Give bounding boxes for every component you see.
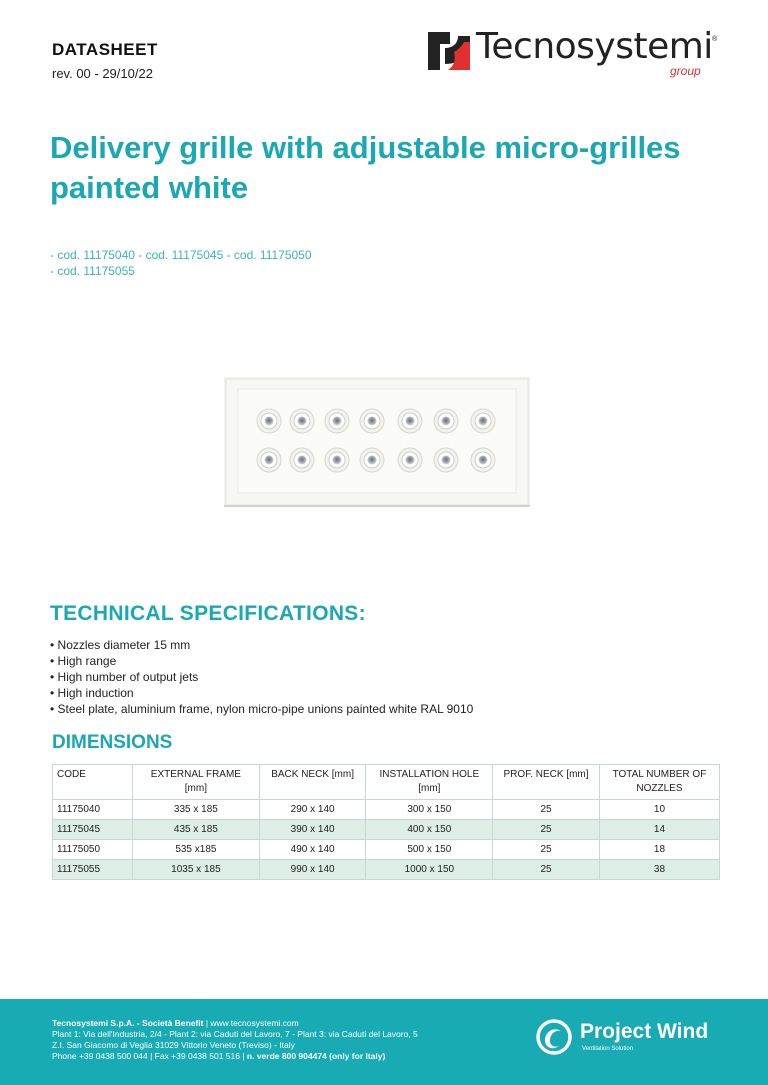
nozzle bbox=[434, 409, 458, 433]
cell-installation-hole: 400 x 150 bbox=[366, 820, 493, 840]
spec-item: • High induction bbox=[50, 685, 473, 701]
footer-fax: Fax +39 0438 501 516 bbox=[154, 1051, 240, 1061]
nozzle bbox=[398, 409, 422, 433]
project-wind-tagline: Ventilation Solution bbox=[582, 1046, 634, 1052]
codes-line-2: - cod. 11175055 bbox=[50, 264, 135, 278]
column-header-back-neck: BACK NECK [mm] bbox=[259, 765, 366, 800]
product-photo bbox=[224, 377, 530, 507]
table-header-row bbox=[53, 765, 720, 800]
nozzle bbox=[290, 448, 314, 472]
cell-prof-neck: 25 bbox=[493, 840, 600, 860]
cell-external-frame: 1035 x 185 bbox=[133, 860, 260, 880]
nozzle bbox=[325, 448, 349, 472]
footer-line-company: Tecnosystemi S.p.A. - Società Benefit | www.tecnosystemi.com bbox=[52, 1018, 299, 1028]
footer-website-link[interactable]: www.tecnosystemi.com bbox=[210, 1018, 299, 1028]
cell-prof-neck: 25 bbox=[493, 860, 600, 880]
footer-toll-free: n. verde 800 904474 (only for Italy) bbox=[246, 1051, 386, 1061]
table-row bbox=[53, 800, 720, 820]
cell-prof-neck: 25 bbox=[493, 820, 600, 840]
cell-total-nozzles: 38 bbox=[599, 860, 719, 880]
cell-prof-neck: 25 bbox=[493, 800, 600, 820]
dimensions-heading: DIMENSIONS bbox=[52, 732, 173, 753]
nozzle bbox=[471, 409, 495, 433]
technical-specifications-heading: TECHNICAL SPECIFICATIONS: bbox=[50, 602, 366, 625]
cell-code: 11175045 bbox=[53, 820, 133, 840]
spec-item: • Nozzles diameter 15 mm bbox=[50, 637, 473, 653]
page-footer bbox=[0, 999, 768, 1085]
project-wind-swirl-icon bbox=[536, 1019, 572, 1055]
cell-back-neck: 390 x 140 bbox=[259, 820, 366, 840]
nozzle bbox=[434, 448, 458, 472]
tecnosystemi-logo-mark bbox=[428, 30, 470, 70]
spec-item: • Steel plate, aluminium frame, nylon micro-pipe unions painted white RAL 9010 bbox=[50, 701, 473, 717]
cell-installation-hole: 300 x 150 bbox=[366, 800, 493, 820]
footer-contact-info bbox=[52, 1018, 418, 1062]
table-row bbox=[53, 860, 720, 880]
cell-total-nozzles: 18 bbox=[599, 840, 719, 860]
logo-wordmark: Tecnosystemi bbox=[476, 26, 713, 67]
cell-back-neck: 990 x 140 bbox=[259, 860, 366, 880]
cell-code: 11175055 bbox=[53, 860, 133, 880]
revision-date: rev. 00 - 29/10/22 bbox=[52, 66, 153, 81]
project-wind-logo bbox=[536, 1017, 726, 1061]
product-title: Delivery grille with adjustable micro-grilles painted white bbox=[50, 130, 681, 205]
logo-registered-mark: ® bbox=[712, 36, 718, 43]
column-header-external-frame: EXTERNAL FRAME [mm] bbox=[133, 765, 260, 800]
cell-back-neck: 290 x 140 bbox=[259, 800, 366, 820]
dimensions-table bbox=[52, 764, 720, 880]
nozzle bbox=[257, 448, 281, 472]
column-header-prof-neck: PROF. NECK [mm] bbox=[493, 765, 600, 800]
company-name: Tecnosystemi S.p.A. - Società Benefit bbox=[52, 1018, 204, 1028]
project-wind-name: Project Wind bbox=[580, 1020, 709, 1043]
cell-total-nozzles: 14 bbox=[599, 820, 719, 840]
footer-line-phone: Phone +39 0438 500 044 | Fax +39 0438 501 516 | n. verde 800 904474 (only for Italy) bbox=[52, 1051, 386, 1061]
cell-code: 11175050 bbox=[53, 840, 133, 860]
tecnosystemi-logo bbox=[428, 28, 728, 88]
nozzle bbox=[471, 448, 495, 472]
cell-external-frame: 335 x 185 bbox=[133, 800, 260, 820]
footer-plants: Plant 1: Via dell'Industria, 2/4 - Plant 2: via Caduti del Lavoro, 7 - Plant 3: via Caduti del Lavoro, 5 bbox=[52, 1029, 418, 1039]
cell-external-frame: 435 x 185 bbox=[133, 820, 260, 840]
nozzle bbox=[257, 409, 281, 433]
cell-back-neck: 490 x 140 bbox=[259, 840, 366, 860]
spec-item: • High range bbox=[50, 653, 473, 669]
cell-installation-hole: 1000 x 150 bbox=[366, 860, 493, 880]
footer-address: Z.I. San Giacomo di Veglia 31029 Vittorio Veneto (Treviso) - Italy bbox=[52, 1040, 295, 1050]
spec-item: • High number of output jets bbox=[50, 669, 473, 685]
cell-external-frame: 535 x185 bbox=[133, 840, 260, 860]
column-header-total-nozzles: TOTAL NUMBER OF NOZZLES bbox=[599, 765, 719, 800]
nozzle bbox=[360, 448, 384, 472]
column-header-code: CODE bbox=[53, 765, 133, 800]
codes-line-1: - cod. 11175040 - cod. 11175045 - cod. 11175050 bbox=[50, 248, 312, 262]
logo-group-label: group bbox=[670, 64, 701, 78]
column-header-installation-hole: INSTALLATION HOLE [mm] bbox=[366, 765, 493, 800]
cell-code: 11175040 bbox=[53, 800, 133, 820]
specifications-list bbox=[50, 637, 473, 717]
nozzle bbox=[360, 409, 384, 433]
product-codes bbox=[50, 247, 312, 279]
cell-total-nozzles: 10 bbox=[599, 800, 719, 820]
table-row bbox=[53, 840, 720, 860]
nozzle bbox=[325, 409, 349, 433]
cell-installation-hole: 500 x 150 bbox=[366, 840, 493, 860]
footer-phone: Phone +39 0438 500 044 bbox=[52, 1051, 148, 1061]
table-row bbox=[53, 820, 720, 840]
nozzle bbox=[290, 409, 314, 433]
nozzle bbox=[398, 448, 422, 472]
datasheet-label: DATASHEET bbox=[52, 40, 158, 59]
